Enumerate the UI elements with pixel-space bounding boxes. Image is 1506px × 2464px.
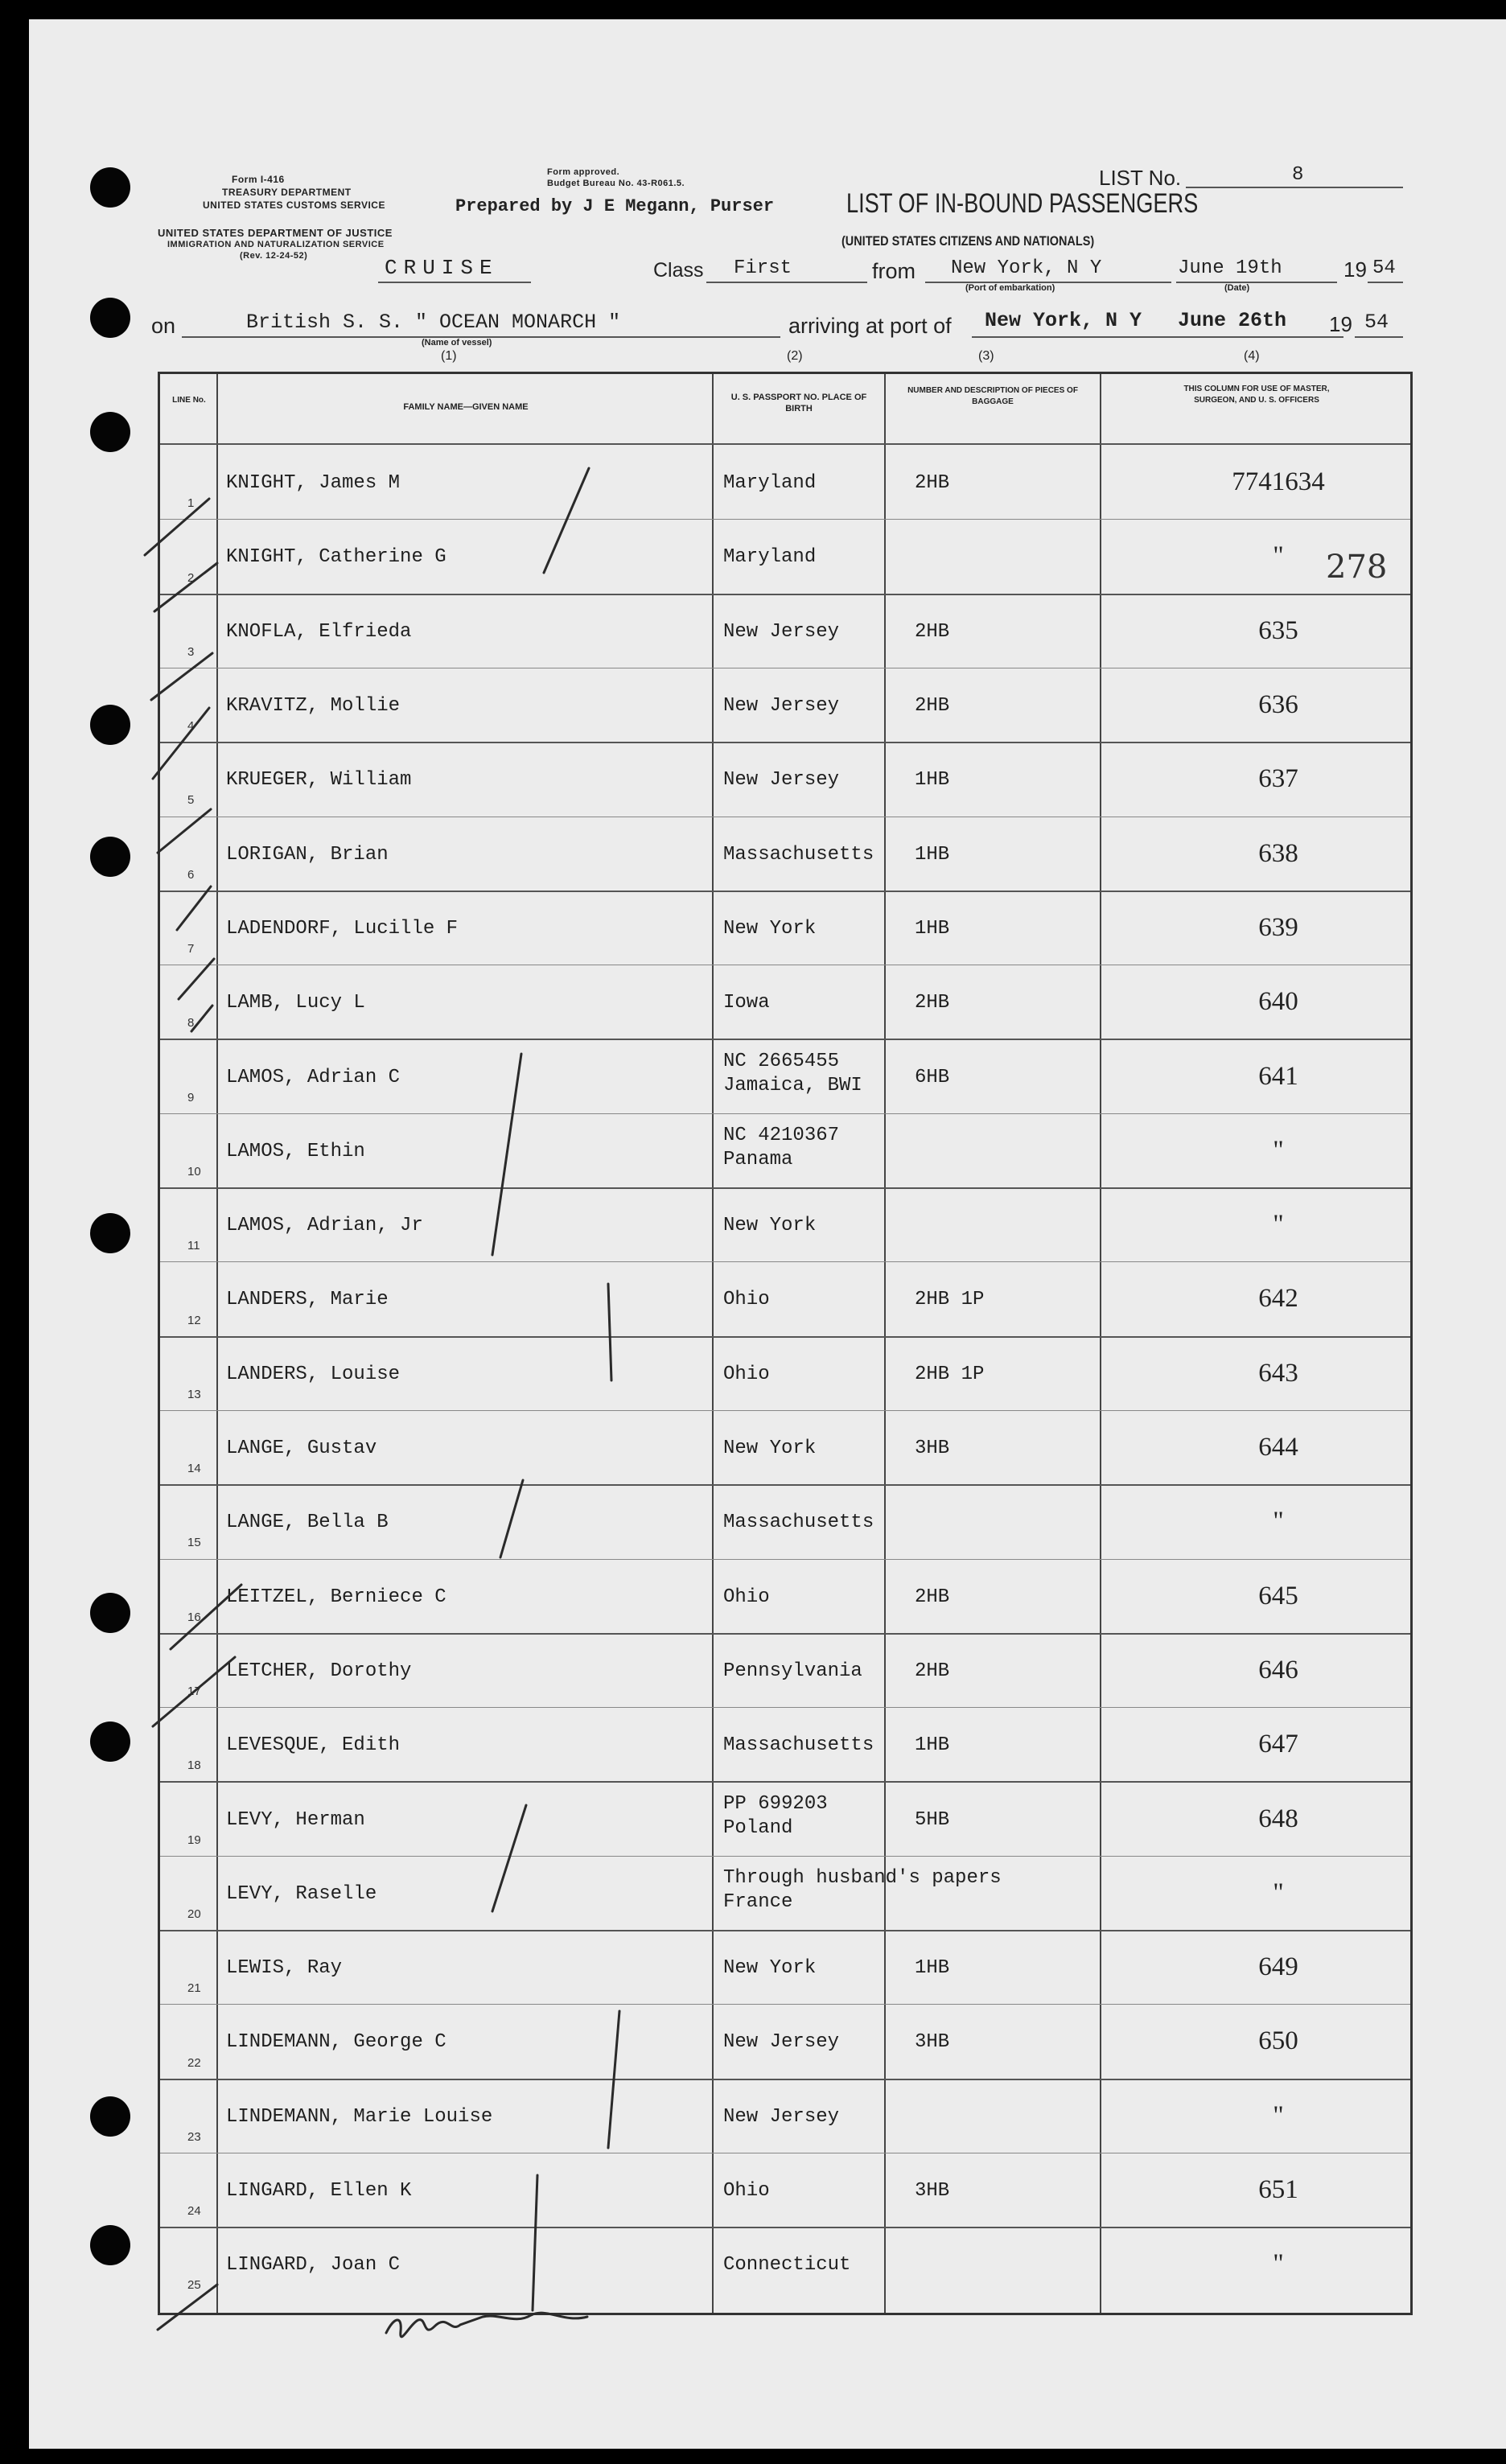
check-mark	[154, 563, 217, 611]
officer-number: 642	[1258, 1284, 1298, 1314]
budget-label: Budget Bureau No. 43-R061.5.	[547, 179, 685, 188]
passenger-name: LANDERS, Louise	[226, 1363, 401, 1385]
place-of-birth: New Jersey	[723, 620, 840, 643]
line-number: 5	[187, 793, 195, 808]
place-of-birth: New York	[723, 1957, 817, 1980]
line-number: 13	[187, 1387, 201, 1401]
line-number: 15	[187, 1536, 201, 1550]
passenger-name: LANGE, Bella B	[226, 1512, 389, 1534]
passenger-name: KNIGHT, James M	[226, 472, 401, 495]
passport-or-birthplace: Through husband's papers	[723, 1866, 1002, 1889]
pen-stroke	[533, 2175, 537, 2310]
place-of-birth: Maryland	[723, 472, 817, 495]
officer-number: 7741634	[1232, 467, 1325, 497]
officer-number: "	[1273, 541, 1284, 571]
col-num-4: (4)	[1244, 349, 1260, 363]
baggage: 1HB	[915, 1957, 950, 1980]
baggage: 3HB	[915, 1438, 950, 1460]
officer-number: "	[1273, 2100, 1284, 2130]
officer-number: "	[1273, 2249, 1284, 2279]
baggage: 3HB	[915, 2031, 950, 2054]
place-of-birth: Connecticut	[723, 2254, 851, 2277]
line-number: 17	[187, 1684, 201, 1699]
class-label: Class	[653, 259, 704, 282]
officer-number: 645	[1258, 1581, 1298, 1610]
passenger-name: KNIGHT, Catherine G	[226, 546, 446, 569]
ins-label: IMMIGRATION AND NATURALIZATION SERVICE	[167, 240, 385, 249]
officer-number: "	[1273, 1135, 1284, 1165]
officer-number: 640	[1258, 987, 1298, 1017]
treasury-label: TREASURY DEPARTMENT	[222, 187, 352, 198]
list-no-label: LIST No.	[1099, 166, 1182, 190]
col-num-3: (3)	[978, 349, 994, 363]
check-mark	[179, 959, 214, 999]
row2-annotation: 278	[1326, 549, 1388, 586]
check-mark	[177, 886, 211, 930]
place-of-birth: New York	[723, 917, 817, 940]
place-of-birth: New Jersey	[723, 695, 840, 718]
passenger-name: LINDEMANN, George C	[226, 2031, 446, 2054]
header-name: FAMILY NAME—GIVEN NAME	[403, 402, 529, 412]
officer-number: 636	[1258, 690, 1298, 720]
line-number: 12	[187, 1313, 201, 1327]
from-value: New York, N Y	[951, 257, 1102, 279]
form-number: Form I-416	[232, 174, 285, 185]
line-number: 16	[187, 1610, 201, 1624]
passenger-name: LAMOS, Adrian C	[226, 1066, 401, 1088]
officer-number: "	[1273, 1210, 1284, 1240]
year-prefix: 19	[1343, 257, 1367, 282]
check-mark	[191, 1006, 212, 1031]
embark-date: June 19th	[1178, 257, 1282, 279]
officer-number: 649	[1258, 1952, 1298, 1982]
check-mark	[158, 2285, 217, 2330]
place-of-birth: Iowa	[723, 992, 770, 1014]
baggage: 2HB	[915, 472, 950, 495]
pen-stroke	[500, 1480, 523, 1557]
list-subtitle: (UNITED STATES CITIZENS AND NATIONALS)	[841, 233, 1095, 249]
line-number: 23	[187, 2129, 201, 2144]
embark-year: 54	[1372, 257, 1396, 279]
place-of-birth: Ohio	[723, 2180, 770, 2203]
baggage: 2HB	[915, 992, 950, 1014]
place-of-birth: New Jersey	[723, 769, 840, 792]
on-label: on	[151, 314, 176, 338]
baggage: 1HB	[915, 769, 950, 792]
check-mark	[151, 653, 212, 700]
check-mark	[145, 499, 209, 555]
place-of-birth: New York	[723, 1215, 817, 1237]
officer-number: "	[1273, 1507, 1284, 1536]
header-baggage: NUMBER AND DESCRIPTION OF PIECES OF BAGGAGE	[907, 386, 1078, 406]
baggage: 2HB	[915, 695, 950, 718]
passenger-name: LETCHER, Dorothy	[226, 1660, 412, 1682]
officer-number: 641	[1258, 1061, 1298, 1091]
pen-stroke	[544, 468, 589, 573]
line-number: 22	[187, 2055, 201, 2070]
place-of-birth: New Jersey	[723, 2105, 840, 2128]
line-number: 14	[187, 1462, 201, 1476]
header-line-no: LINE No.	[172, 396, 206, 405]
officer-number: 637	[1258, 764, 1298, 794]
place-of-birth: New Jersey	[723, 2031, 840, 2054]
baggage: 3HB	[915, 2180, 950, 2203]
from-label: from	[872, 259, 916, 283]
officer-number: 639	[1258, 912, 1298, 942]
check-mark	[171, 1585, 241, 1649]
check-mark	[158, 809, 211, 853]
cruise-label: CRUISE	[385, 256, 499, 280]
officer-number: 650	[1258, 2026, 1298, 2056]
baggage: 6HB	[915, 1066, 950, 1088]
line-number: 6	[187, 867, 195, 882]
passenger-name: LINDEMANN, Marie Louise	[226, 2105, 493, 2128]
signature	[386, 2313, 587, 2337]
officer-number: 635	[1258, 615, 1298, 645]
pen-stroke	[492, 1805, 526, 1911]
pen-stroke	[608, 2011, 619, 2148]
place-of-birth: Panama	[723, 1148, 793, 1170]
arrival-year: 54	[1364, 311, 1389, 334]
place-of-birth: Ohio	[723, 1363, 770, 1385]
passenger-name: KRUEGER, William	[226, 769, 412, 792]
passenger-name: LINGARD, Ellen K	[226, 2180, 412, 2203]
passenger-name: LANDERS, Marie	[226, 1289, 389, 1311]
justice-label: UNITED STATES DEPARTMENT OF JUSTICE	[158, 227, 393, 239]
line-number: 9	[187, 1090, 195, 1104]
place-of-birth: Massachusetts	[723, 1512, 874, 1534]
passenger-name: LEWIS, Ray	[226, 1957, 343, 1980]
check-mark	[153, 708, 209, 779]
passenger-name: KRAVITZ, Mollie	[226, 695, 401, 718]
line-number: 8	[187, 1016, 195, 1030]
place-of-birth: Maryland	[723, 546, 817, 569]
passenger-name: LADENDORF, Lucille F	[226, 917, 459, 940]
passenger-name: LAMOS, Ethin	[226, 1140, 365, 1162]
passenger-name: LANGE, Gustav	[226, 1438, 377, 1460]
line-number: 19	[187, 1833, 201, 1847]
line-number: 20	[187, 1907, 201, 1921]
passenger-name: KNOFLA, Elfrieda	[226, 620, 412, 643]
arrival-year-prefix: 19	[1329, 312, 1352, 336]
passenger-name: LINGARD, Joan C	[226, 2254, 401, 2277]
port-embarkation-caption: (Port of embarkation)	[965, 283, 1055, 293]
check-mark	[153, 1657, 235, 1726]
baggage: 2HB 1P	[915, 1289, 985, 1311]
vessel-name: British S. S. " OCEAN MONARCH "	[246, 311, 621, 334]
line-number: 3	[187, 644, 195, 659]
arrival-date: June 26th	[1178, 309, 1287, 332]
passport-or-birthplace: PP 699203	[723, 1792, 828, 1815]
passenger-name: LEVY, Raselle	[226, 1882, 377, 1905]
place-of-birth: Ohio	[723, 1289, 770, 1311]
list-title: LIST OF IN-BOUND PASSENGERS	[846, 188, 1199, 219]
col-num-2: (2)	[787, 349, 803, 363]
arrival-port: New York, N Y	[985, 309, 1142, 332]
passenger-name: LAMB, Lucy L	[226, 992, 365, 1014]
passenger-name: LORIGAN, Brian	[226, 843, 389, 866]
baggage: 1HB	[915, 1734, 950, 1757]
arriving-label: arriving at port of	[788, 314, 952, 338]
officer-number: "	[1273, 1878, 1284, 1907]
officer-number: 638	[1258, 838, 1298, 868]
line-number: 1	[187, 496, 195, 511]
line-number: 21	[187, 1981, 201, 1996]
class-value: First	[734, 257, 792, 279]
place-of-birth: Ohio	[723, 1586, 770, 1608]
baggage: 1HB	[915, 843, 950, 866]
header-officers: THIS COLUMN FOR USE OF MASTER, SURGEON, AND U. S. OFFICERS	[1183, 385, 1330, 405]
baggage: 1HB	[915, 917, 950, 940]
passenger-name: LAMOS, Adrian, Jr	[226, 1215, 423, 1237]
pen-stroke	[608, 1284, 611, 1380]
officer-number: 651	[1258, 2175, 1298, 2205]
place-of-birth: Massachusetts	[723, 843, 874, 866]
officer-number: 643	[1258, 1358, 1298, 1388]
pen-stroke	[492, 1054, 521, 1255]
vessel-caption: (Name of vessel)	[422, 338, 492, 348]
passport-or-birthplace: NC 2665455	[723, 1050, 840, 1072]
line-number: 11	[187, 1239, 200, 1253]
header-passport: U. S. PASSPORT NO. PLACE OF BIRTH	[730, 393, 867, 413]
place-of-birth: Jamaica, BWI	[723, 1074, 862, 1096]
officer-number: 648	[1258, 1804, 1298, 1833]
baggage: 5HB	[915, 1808, 950, 1831]
passenger-name: LEVY, Herman	[226, 1808, 365, 1831]
passport-or-birthplace: NC 4210367	[723, 1124, 840, 1146]
revision-label: (Rev. 12-24-52)	[240, 251, 308, 261]
place-of-birth: Poland	[723, 1816, 793, 1839]
baggage: 2HB	[915, 1660, 950, 1682]
customs-label: UNITED STATES CUSTOMS SERVICE	[203, 200, 385, 211]
line-number: 24	[187, 2204, 201, 2219]
place-of-birth: France	[723, 1890, 793, 1913]
officer-number: 644	[1258, 1433, 1298, 1462]
line-number: 4	[187, 719, 195, 734]
list-no-value: 8	[1292, 164, 1304, 186]
baggage: 2HB	[915, 1586, 950, 1608]
passenger-name: LEVESQUE, Edith	[226, 1734, 401, 1757]
baggage: 2HB	[915, 620, 950, 643]
date-caption: (Date)	[1224, 283, 1250, 293]
place-of-birth: New York	[723, 1438, 817, 1460]
place-of-birth: Massachusetts	[723, 1734, 874, 1757]
line-number: 10	[187, 1164, 201, 1179]
officer-number: 647	[1258, 1730, 1298, 1759]
line-number: 2	[187, 570, 195, 585]
place-of-birth: Pennsylvania	[723, 1660, 862, 1682]
approved-label: Form approved.	[547, 167, 620, 177]
line-number: 18	[187, 1759, 201, 1773]
col-num-1: (1)	[441, 349, 457, 363]
baggage: 2HB 1P	[915, 1363, 985, 1385]
line-number: 25	[187, 2278, 201, 2293]
passenger-name: LEITZEL, Berniece C	[226, 1586, 446, 1608]
line-number: 7	[187, 942, 195, 956]
officer-number: 646	[1258, 1655, 1298, 1684]
prepared-by: Prepared by J E Megann, Purser	[455, 196, 775, 216]
